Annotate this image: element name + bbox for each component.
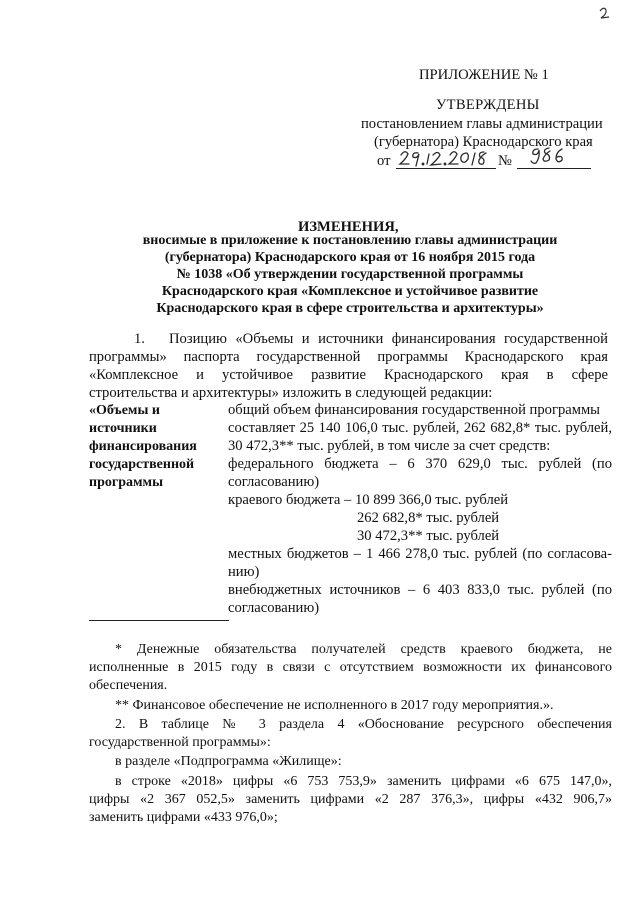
para1-number: 1. [134, 331, 145, 347]
table-left-1: «Объемы и [89, 403, 160, 418]
table-right-10: нию) [228, 564, 260, 580]
table-right-11: внебюджетных источников – 6 403 833,0 тыс. рублей (по [228, 582, 612, 598]
table-right-7: 262 682,8* тыс. рублей [357, 510, 500, 526]
para1-first-line: Позицию «Объемы и источники финансирования государственной [169, 331, 608, 347]
table-right-5: согласованию) [228, 474, 320, 490]
heading-line-3: № 1038 «Об утверждении государственной программы [176, 267, 524, 282]
footnote-1-line-2: исполненные в 2015 году в связи с отсутствием возможности их финансового [89, 660, 612, 675]
table-right-1: общий объем финансирования государственной программы [228, 402, 600, 418]
handwritten-number [528, 144, 588, 168]
para3: в разделе «Подпрограмма «Жилище»: [115, 754, 342, 769]
para4-line-2: цифры «2 367 052,5» заменить цифрами «2 287 376,3», цифры «432 906,7» [89, 792, 612, 807]
table-left-2: источники [89, 421, 157, 436]
table-right-4: федерального бюджета – 6 370 629,0 тыс. рублей (по [228, 456, 612, 472]
number-prefix: № [498, 153, 512, 169]
table-right-9: местных бюджетов – 1 466 278,0 тыс. рублей (по согласова- [228, 546, 612, 562]
footnote-1-line-3: обеспечения. [89, 678, 168, 693]
para2-line-1: 2. В таблице № 3 раздела 4 «Обоснование ресурсного обеспечения [115, 717, 612, 732]
number-underline [517, 168, 591, 169]
approval-line-2: (губернатора) Краснодарского края [374, 134, 593, 150]
table-right-12: согласованию) [228, 600, 320, 616]
corner-handwritten-mark [598, 6, 612, 20]
para1-line-2: программы» паспорта государственной программы Краснодарского края [89, 349, 608, 365]
table-right-6: краевого бюджета – 10 899 366,0 тыс. рублей [228, 492, 509, 508]
date-prefix: от [377, 153, 391, 169]
table-right-8: 30 472,3** тыс. рублей [357, 528, 500, 544]
handwritten-date [398, 146, 496, 170]
heading-line-5: Краснодарского края в сфере строительства и архитектуры» [156, 301, 544, 316]
para4-line-1: в строке «2018» цифры «6 753 753,9» заменить цифрами «6 675 147,0», [115, 774, 612, 789]
para1-line-3: «Комплексное и устойчивое развитие Краснодарского края в сфере [89, 367, 608, 383]
heading-line-4: Краснодарского края «Комплексное и устойчивое развитие [161, 284, 539, 299]
footnote-2: ** Финансовое обеспечение не исполненного в 2017 году мероприятия.». [115, 698, 554, 713]
para2-line-2: государственной программы»: [89, 735, 271, 750]
table-left-3: финансирования [89, 439, 197, 454]
heading-line-1: вносимые в приложение к постановлению главы администрации [142, 233, 558, 248]
appendix-label: ПРИЛОЖЕНИЕ № 1 [419, 67, 549, 83]
table-right-3: 30 472,3** тыс. рублей, в том числе за счет средств: [228, 438, 551, 454]
footnote-1-line-1: * Денежные обязательства получателей средств краевого бюджета, не [115, 642, 612, 657]
table-left-4: государственной [89, 457, 195, 472]
heading-line-2: (губернатора) Краснодарского края от 16 ноября 2015 года [164, 250, 536, 265]
heading-title: ИЗМЕНЕНИЯ, [298, 219, 399, 235]
footnote-separator [89, 620, 229, 621]
table-left-5: программы [89, 475, 163, 490]
approval-line-1: постановлением главы администрации [361, 116, 603, 132]
table-right-2: составляет 25 140 106,0 тыс. рублей, 262 682,8* тыс. рублей, [228, 420, 612, 436]
para1-line-4: строительства и архитектуры» изложить в следующей редакции: [89, 385, 493, 401]
approved-label: УТВЕРЖДЕНЫ [436, 97, 540, 113]
para4-line-3: заменить цифрами «433 976,0»; [89, 810, 278, 825]
